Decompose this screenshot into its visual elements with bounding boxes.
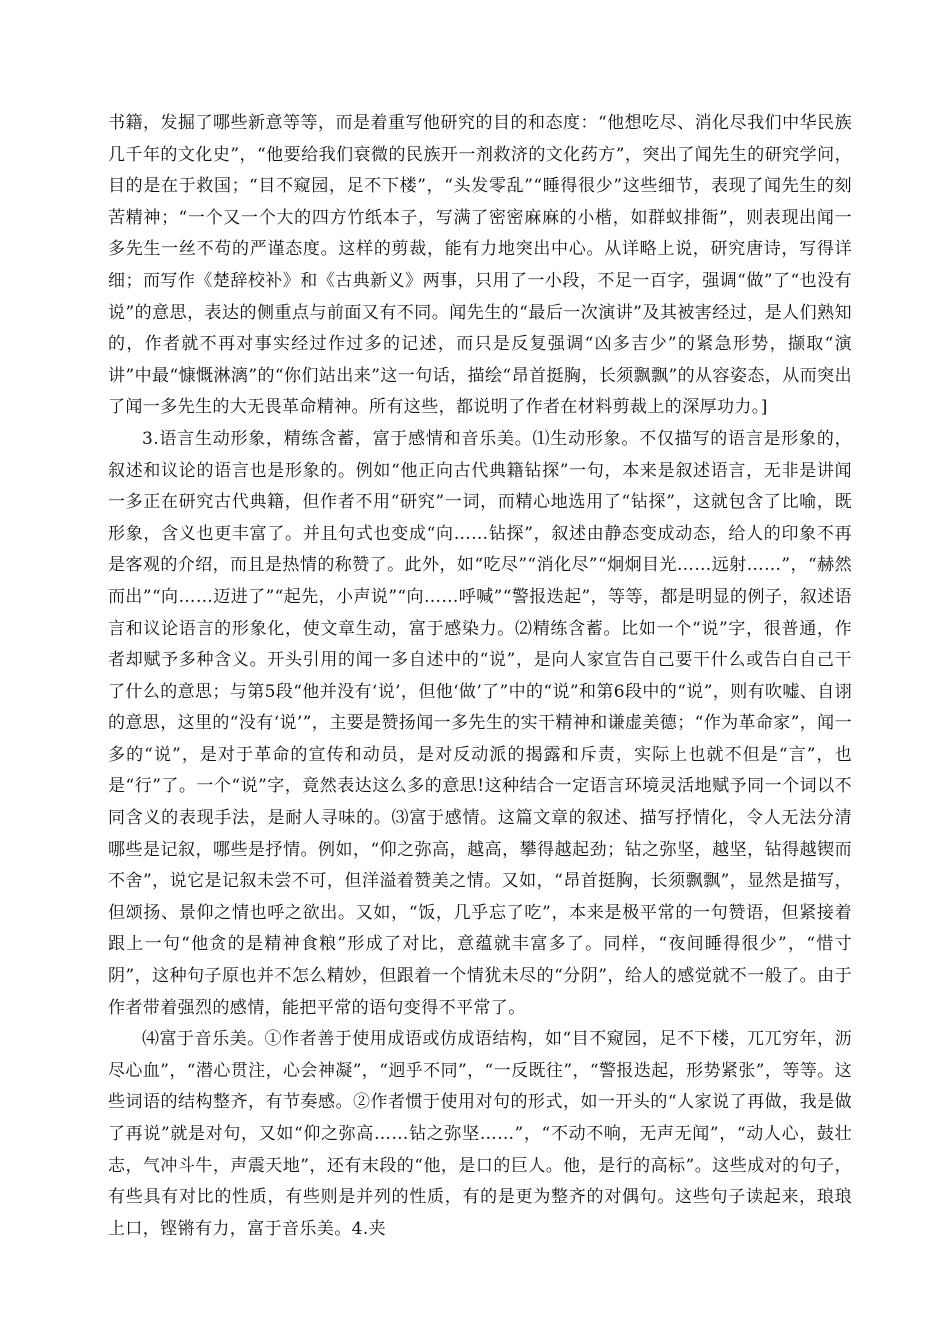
paragraph-musicality: ⑷富于音乐美。①作者善于使用成语或仿成语结构，如“目不窥园，足不下楼，兀兀穷年，沥尽心血”，“潜心贯注，心会神凝”，“迥乎不同”，“一反既往”，“警报迭起，形势紧张”，等等。这些词语的结构整齐，有节奏感。②作者惯于使用对句的形式，如一开头的“人家说了再做，我是做了再说”就是对句，又如“仰之弥高……钻之弥坚……”，“不动不响，无声无闻”，“动人心，鼓壮志，气冲斗牛，声震天地”，还有末段的“他，是口的巨人。他，是行的高标”。这些成对的句子，有些具有对比的性质，有些则是并列的性质，有的是更为整齐的对偶句。这些句子读起来，琅琅上口，铿锵有力，富于音乐美。4.夹 — [108, 1029, 852, 1239]
document-body — [108, 108, 852, 1245]
paragraph-material-cutting: 书籍，发掘了哪些新意等等，而是着重写他研究的目的和态度：“他想吃尽、消化尽我们中华民族几千年的文化史”，“他要给我们衰微的民族开一剂救济的文化药方”，突出了闻先生的研究学问，目的是在于救国；“目不窥园，足不下楼”，“头发零乱”“睡得很少”这些细节，表现了闻先生的刻苦精神；“一个又一个大的四方竹纸本子，写满了密密麻麻的小楷，如群蚁排衙”，则表现出闻一多先生一丝不苟的严谨态度。这样的剪裁，能有力地突出中心。从详略上说，研究唐诗，写得详细；而写作《楚辞校补》和《古典新义》两事，只用了一小段，不足一百字，强调“做”了“也没有说”的意思，表达的侧重点与前面又有不同。闻先生的“最后一次演讲”及其被害经过，是人们熟知的，作者就不再对事实经过作过多的记述，而只是反复强调“凶多吉少”的紧急形势，撷取“演讲”中最“慷慨淋漓”的“你们站出来”这一句话，描绘“昂首挺胸，长须飘飘”的从容姿态，从而突出了闻一多先生的大无畏革命精神。所有这些，都说明了作者在材料剪裁上的深厚功力。] — [108, 113, 852, 418]
paragraph-language-features: 3.语言生动形象，精练含蓄，富于感情和音乐美。⑴生动形象。不仅描写的语言是形象的，叙述和议论的语言也是形象的。例如“他正向古代典籍钻探”一句，本来是叙述语言，无非是讲闻一多正在研究古代典籍，但作者不用“研究”一词，而精心地选用了“钻探”，这就包含了比喻，既形象，含义也更丰富了。并且句式也变成“向……钻探”，叙述由静态变成动态，给人的印象不再是客观的介绍，而且是热情的称赞了。此外，如“吃尽”“消化尽”“炯炯目光……远射……”，“赫然而出”“向……迈进了”“起先，小声说”“向……呼喊”“警报迭起”，等等，都是明显的例子，叙述语言和议论语言的形象化，使文章生动，富于感染力。⑵精练含蓄。比如一个“说”字，很普通，作者却赋予多种含义。开头引用的闻一多自述中的“说”，是向人家宣告自己要干什么或告白自己干了什么的意思；与第5段“他并没有‘说’，但他‘做’了”中的“说”和第6段中的“说”，则有吹嘘、自诩的意思，这里的“没有‘说’”，主要是赞扬闻一多先生的实干精神和谦虚美德；“作为革命家”，闻一多的“说”，是对于革命的宣传和动员，是对反动派的揭露和斥责，实际上也就不但是“言”，也是“行”了。一个“说”字，竟然表达这么多的意思!这种结合一定语言环境灵活地赋予同一个词以不同含义的表现手法，是耐人寻味的。⑶富于感情。这篇文章的叙述、描写抒情化，令人无法分清哪些是记叙，哪些是抒情。例如，“仰之弥高，越高，攀得越起劲；钻之弥坚，越坚，钻得越锲而不舍”，说它是记叙未尝不可，但洋溢着赞美之情。又如，“昂首挺胸，长须飘飘”，显然是描写，但颂扬、景仰之情也呼之欲出。又如，“饭，几乎忘了吃”，本来是极平常的一句赞语，但紧接着跟上一句“他贪的是精神食粮”形成了对比，意蕴就丰富多了。同样，“夜间睡得很少”，“惜寸阴”，这种句子原也并不怎么精妙，但跟着一个情犹未尽的“分阴”，给人的感觉就不一般了。由于作者带着强烈的感情，能把平常的语句变得不平常了。 — [108, 428, 852, 1018]
